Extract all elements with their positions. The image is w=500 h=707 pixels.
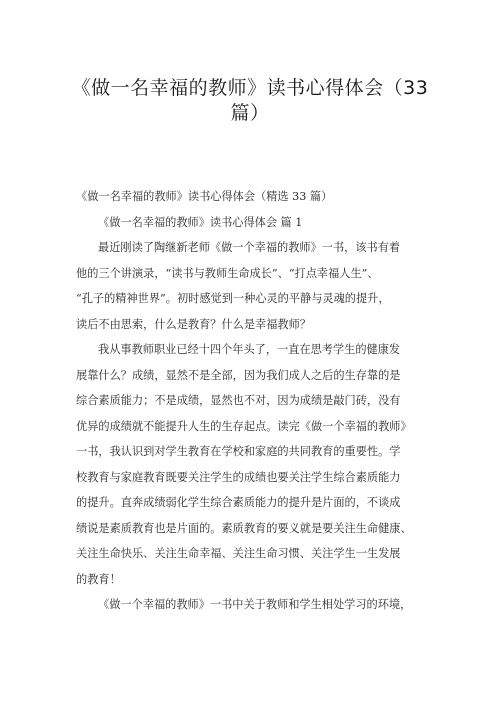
paragraph-line: 综合素质能力；不是成绩，显然也不对，因为成绩是敲门砖，没有 (76, 394, 401, 407)
paragraph-line: 一书，我认识到对学生教育在学校和家庭的共同教育的重要性。学 (76, 445, 401, 458)
paragraph-line: 展靠什么？成绩，显然不是全部，因为我们成人之后的生存靠的是 (76, 368, 401, 382)
section-heading-1: 《做一名幸福的教师》读书心得体会 篇 1 (98, 215, 303, 229)
paragraph-line: 关注生命快乐、关注生命幸福、关注生命习惯、关注学生一生发展 (76, 547, 401, 560)
paragraph-line: “孔子的精神世界”。初时感觉到一种心灵的平静与灵魂的提升， (76, 292, 390, 305)
document-title (60, 76, 440, 126)
paragraph-line: 优异的成绩就不能提升人生的生存起点。读完《做一个幸福的教师》 (76, 419, 412, 433)
document-body (76, 184, 436, 618)
paragraph-line: 的教育！ (76, 572, 121, 586)
paragraph-line: 读后不由思索，什么是教育？什么是幸福教师？ (76, 317, 311, 331)
paragraph-line: 《做一个幸福的教师》一书中关于教师和学生相处学习的环境， (98, 598, 412, 611)
paragraph-line: 校教育与家庭教育既要关注学生的成绩也要关注学生综合素质能力 (76, 470, 401, 484)
document-title-line-2: 篇） (230, 102, 270, 124)
subtitle-collection: 《做一名幸福的教师》读书心得体会（精选 33 篇） (76, 190, 333, 203)
paragraph-line: 最近刚读了陶继新老师《做一个幸福的教师》一书，该书有着 (98, 241, 401, 254)
document-title-line-1: 《做一名幸福的教师》读书心得体会（33 (71, 77, 429, 99)
paragraph-line: 绩说是素质教育也是片面的。素质教育的要义就是要关注生命健康、 (76, 521, 412, 535)
paragraph-line: 我从事教师职业已经十四个年头了，一直在思考学生的健康发 (98, 343, 401, 356)
paragraph-line: 的提升。直奔成绩弱化学生综合素质能力的提升是片面的，不谈成 (76, 496, 401, 509)
paragraph-line: 他的三个讲演录，“读书与教师生命成长”、“打点幸福人生”、 (76, 266, 379, 280)
